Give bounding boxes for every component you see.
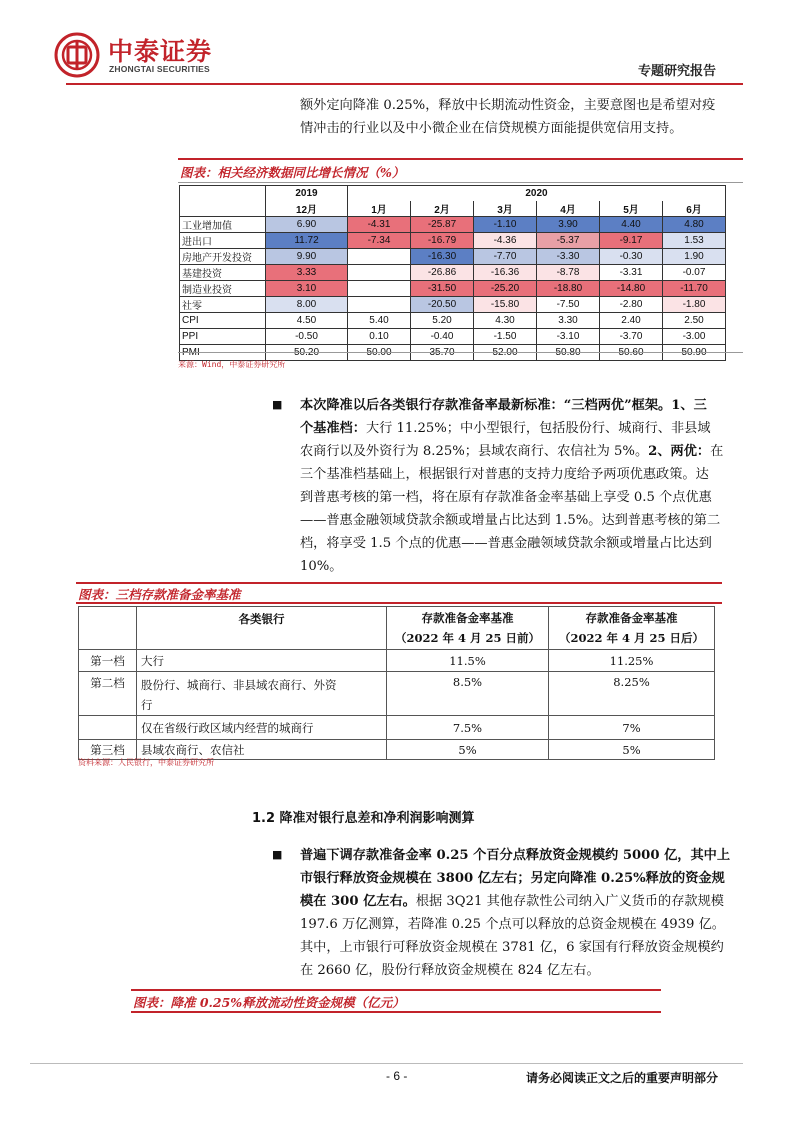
data-cell: -3.30: [537, 249, 600, 265]
data-cell: 11.72: [266, 233, 348, 249]
data-cell: [348, 297, 411, 313]
paragraph-line: [300, 867, 750, 890]
data-cell: 4.30: [474, 313, 537, 329]
paragraph-line: [300, 913, 750, 936]
month-header: 1月: [348, 201, 411, 217]
intro-line: 情冲击的行业以及中小微企业在信贷规模方面能提供宽信用支持。: [300, 121, 683, 136]
data-cell: -18.80: [537, 281, 600, 297]
figure3-top-rule: [131, 989, 661, 991]
before-cell: 11.5%: [387, 650, 549, 672]
before-header: [387, 607, 549, 650]
logo-english-text: ZHONGTAI SECURITIES: [109, 64, 210, 74]
data-cell: -15.80: [474, 297, 537, 313]
paragraph-line: [300, 532, 750, 555]
data-cell: -16.36: [474, 265, 537, 281]
data-cell: -25.87: [411, 217, 474, 233]
row-label: 进出口: [180, 233, 266, 249]
data-cell: -3.70: [600, 329, 663, 345]
text-run: 10%。: [300, 559, 343, 574]
table-row: [180, 329, 726, 345]
data-cell: 2.50: [663, 313, 726, 329]
after-cell: 8.25%: [549, 672, 715, 716]
bank-cell: 大行: [137, 650, 387, 672]
table-row: [79, 650, 715, 672]
data-cell: [348, 265, 411, 281]
after-header-line1: 存款准备金率基准: [585, 611, 678, 625]
paragraph-line: [300, 844, 750, 867]
figure1-title-rule: [178, 182, 743, 183]
intro-paragraph: [300, 94, 750, 140]
figure3-title: 图表：降准 0.25%释放流动性资金规模（亿元）: [133, 995, 405, 1010]
tier-cell: [79, 716, 137, 740]
bullet-square-icon: ■: [272, 398, 283, 411]
data-cell: 4.50: [266, 313, 348, 329]
data-cell: -14.80: [600, 281, 663, 297]
bold-run: 2、两优：: [648, 444, 711, 459]
month-header: 3月: [474, 201, 537, 217]
data-cell: -4.31: [348, 217, 411, 233]
header-blank: [180, 186, 266, 217]
text-run: 大行 11.25%；中小型银行，包括股份行、城商行、非县域: [365, 421, 711, 436]
data-cell: -16.30: [411, 249, 474, 265]
figure3-title-rule: [131, 1011, 661, 1013]
data-cell: -5.37: [537, 233, 600, 249]
after-header: [549, 607, 715, 650]
table-row: [180, 217, 726, 233]
text-run: 根据 3Q21 其他存款性公司纳入广义货币的存款规模: [415, 894, 724, 909]
table-row: [79, 716, 715, 740]
data-cell: -0.50: [266, 329, 348, 345]
figure2-source: 资料来源：人民银行，中泰证券研究所: [78, 758, 214, 767]
data-cell: 9.90: [266, 249, 348, 265]
before-cell: 8.5%: [387, 672, 549, 716]
text-run: 在 2660 亿，股份行释放资金规模在 824 亿左右。: [300, 963, 600, 978]
data-cell: -1.80: [663, 297, 726, 313]
data-cell: 3.33: [266, 265, 348, 281]
data-cell: -0.07: [663, 265, 726, 281]
paragraph-line: [300, 555, 750, 578]
page-number: - 6 -: [386, 1069, 408, 1083]
text-run: 农商行以及外资行为 8.25%；县域农商行、农信社为 5%。: [300, 444, 649, 459]
text-run: 到普惠考核的第一档，将在原有存款准备金率基础上享受 0.5 个点优惠: [300, 490, 712, 505]
paragraph-line: [300, 959, 750, 982]
table-row: [180, 297, 726, 313]
figure2-top-rule: [76, 582, 722, 584]
data-cell: -0.40: [411, 329, 474, 345]
intro-line: 额外定向降准 0.25%，释放中长期流动性资金，主要意图也是希望对疫: [300, 98, 716, 113]
data-cell: -4.36: [474, 233, 537, 249]
data-cell: -1.10: [474, 217, 537, 233]
bullet-square-icon: ■: [272, 848, 283, 861]
economic-data-table: [179, 185, 726, 361]
data-cell: -26.86: [411, 265, 474, 281]
data-cell: -25.20: [474, 281, 537, 297]
section-heading: 1.2 降准对银行息差和净利润影响测算: [252, 811, 475, 826]
table-row: [180, 313, 726, 329]
data-cell: -31.50: [411, 281, 474, 297]
row-label: CPI: [180, 313, 266, 329]
row-label: 制造业投资: [180, 281, 266, 297]
report-type-label: 专题研究报告: [638, 64, 717, 79]
row-label: 房地产开发投资: [180, 249, 266, 265]
paragraph-line: [300, 394, 750, 417]
data-cell: 3.30: [537, 313, 600, 329]
data-cell: -7.34: [348, 233, 411, 249]
month-header: 5月: [600, 201, 663, 217]
figure2-title: 图表：三档存款准备金率基准: [78, 587, 241, 602]
data-cell: -11.70: [663, 281, 726, 297]
company-logo: [54, 30, 244, 80]
data-cell: -7.70: [474, 249, 537, 265]
text-run: 在: [710, 444, 724, 459]
data-cell: 5.40: [348, 313, 411, 329]
data-cell: -20.50: [411, 297, 474, 313]
footer-divider: [30, 1063, 743, 1064]
bold-run: 模在 300 亿左右。: [300, 894, 416, 909]
tier-table-header: [79, 607, 715, 650]
year-2019-header: 2019: [266, 186, 348, 202]
bank-cell: [137, 672, 387, 716]
data-cell: 1.53: [663, 233, 726, 249]
text-run: 三个基准档基础上，根据银行对普惠的支持力度给予两项优惠政策。达: [300, 467, 709, 482]
after-cell: 7%: [549, 716, 715, 740]
data-cell: -2.80: [600, 297, 663, 313]
after-cell: 11.25%: [549, 650, 715, 672]
bank-type-header: 各类银行: [137, 607, 387, 650]
data-cell: -8.78: [537, 265, 600, 281]
paragraph-line: [300, 936, 750, 959]
tier-cell: 第三档: [79, 740, 137, 760]
before-header-line2: （2022 年 4 月 25 日前）: [394, 631, 541, 645]
text-run: ——普惠金融领域贷款余额或增量占比达到 1.5%。达到普惠考核的第二: [300, 513, 721, 528]
bank-cell-line1: 股份行、城商行、非县域农商行、外资: [141, 678, 337, 692]
paragraph-line: [300, 486, 750, 509]
data-cell: 4.80: [663, 217, 726, 233]
figure2-title-rule: [76, 602, 722, 604]
footer-disclaimer: 请务必阅读正文之后的重要声明部分: [526, 1071, 719, 1085]
month-header: 4月: [537, 201, 600, 217]
bold-run: 个基准档：: [300, 421, 366, 436]
table-row: [180, 281, 726, 297]
reserve-ratio-paragraph: [300, 394, 750, 578]
tier-cell: 第二档: [79, 672, 137, 716]
month-header: 12月: [266, 201, 348, 217]
data-cell: -3.00: [663, 329, 726, 345]
text-run: 档，将享受 1.5 个点的优惠——普惠金融领域贷款余额或增量占比达到: [300, 536, 712, 551]
tier-header-blank: [79, 607, 137, 650]
data-cell: 3.90: [537, 217, 600, 233]
year-2020-header: 2020: [348, 186, 726, 202]
data-cell: -0.30: [600, 249, 663, 265]
data-cell: -1.50: [474, 329, 537, 345]
paragraph-line: [300, 890, 750, 913]
table-row: [180, 249, 726, 265]
month-header: 2月: [411, 201, 474, 217]
figure1-source: 来源：Wind，中泰证券研究所: [178, 360, 286, 369]
row-label: PPI: [180, 329, 266, 345]
before-cell: 7.5%: [387, 716, 549, 740]
data-cell: -9.17: [600, 233, 663, 249]
row-label: 社零: [180, 297, 266, 313]
text-run: 197.6 万亿测算，若降准 0.25 个点可以释放的总资金规模在 4939 亿。: [300, 917, 725, 932]
figure1-title: 图表：相关经济数据同比增长情况（%）: [180, 165, 405, 180]
data-cell: 0.10: [348, 329, 411, 345]
header-divider: [66, 83, 743, 85]
paragraph-line: [300, 509, 750, 532]
bank-cell-line2: 行: [141, 698, 153, 712]
bank-cell: 县域农商行、农信社: [137, 740, 387, 760]
figure1-bottom-rule: [178, 352, 743, 353]
after-cell: 5%: [549, 740, 715, 760]
data-cell: [348, 249, 411, 265]
after-header-line2: （2022 年 4 月 25 日后）: [558, 631, 705, 645]
row-label: 基建投资: [180, 265, 266, 281]
figure1-top-rule: [178, 158, 743, 160]
data-cell: -7.50: [537, 297, 600, 313]
bold-run: 市银行释放资金规模在 3800 亿左右；另定向降准 0.25%释放的资金规: [300, 871, 725, 886]
paragraph-line: [300, 417, 750, 440]
text-run: 其中，上市银行可释放资金规模在 3781 亿，6 家国有行释放资金规模约: [300, 940, 724, 955]
data-cell: 2.40: [600, 313, 663, 329]
before-cell: 5%: [387, 740, 549, 760]
month-header: 6月: [663, 201, 726, 217]
data-cell: [348, 281, 411, 297]
data-cell: -3.31: [600, 265, 663, 281]
bold-run: 本次降准以后各类银行存款准备率最新标准：“三档两优”框架。1、三: [300, 398, 707, 413]
data-cell: -16.79: [411, 233, 474, 249]
logo-emblem-icon: [54, 32, 100, 78]
data-cell: 1.90: [663, 249, 726, 265]
paragraph-line: [300, 440, 750, 463]
table-row: [79, 672, 715, 716]
row-label: 工业增加值: [180, 217, 266, 233]
data-cell: 6.90: [266, 217, 348, 233]
table-row: [180, 265, 726, 281]
data-cell: 8.00: [266, 297, 348, 313]
liquidity-paragraph: [300, 844, 750, 982]
bank-cell: 仅在省级行政区域内经营的城商行: [137, 716, 387, 740]
bold-run: 普遍下调存款准备金率 0.25 个百分点释放资金规模约 5000 亿，其中上: [300, 848, 731, 863]
logo-chinese-text: 中泰证券: [108, 37, 213, 66]
data-cell: 4.40: [600, 217, 663, 233]
data-cell: -3.10: [537, 329, 600, 345]
table-header-years: [180, 186, 726, 202]
before-header-line1: 存款准备金率基准: [421, 611, 514, 625]
table-row: [180, 233, 726, 249]
tier-cell: 第一档: [79, 650, 137, 672]
paragraph-line: [300, 463, 750, 486]
data-cell: 3.10: [266, 281, 348, 297]
reserve-tier-table: [78, 606, 715, 760]
data-cell: 5.20: [411, 313, 474, 329]
